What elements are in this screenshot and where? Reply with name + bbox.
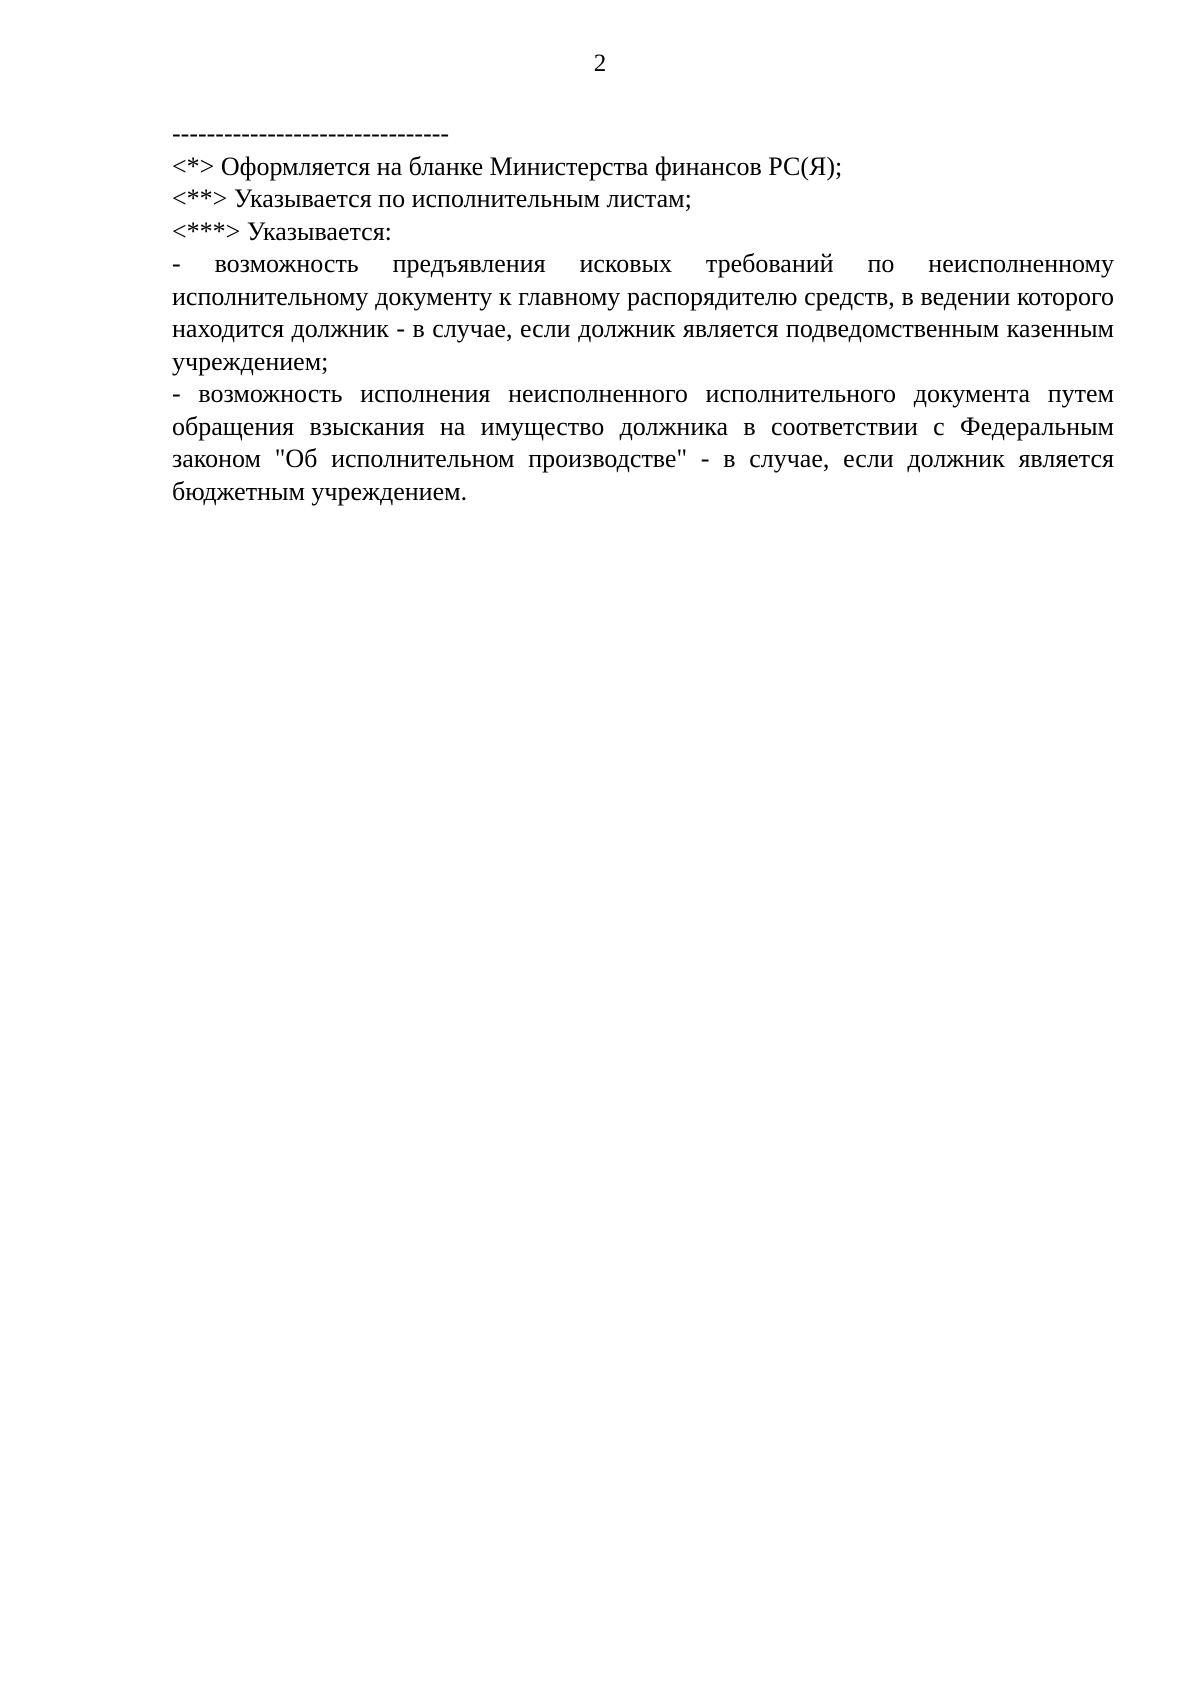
footnote-3-item-2: - возможность исполнения неисполненного исполнительного документа путем обращения взыскания на имущество должника в соответствии с Федеральным законом "Об исполнительном производстве" - в случае, если должник является бюджетным учреждением. [172, 379, 1114, 506]
footnotes-block [172, 118, 1114, 508]
footnote-1: <*> Оформляется на бланке Министерства финансов РС(Я); [172, 151, 843, 181]
footnote-3: <***> Указывается: [172, 216, 392, 246]
footnote-2: <**> Указывается по исполнительным листам; [172, 184, 692, 213]
footnote-separator: -------------------------------- [172, 119, 450, 148]
footnote-3-item-1: - возможность предъявления исковых требований по неисполненному исполнительному документу к главному распорядителю средств, в ведении которого находится должник - в случае, если должник является подведомственным казенным учреждением; [172, 249, 1114, 376]
page-number: 2 [593, 50, 607, 77]
